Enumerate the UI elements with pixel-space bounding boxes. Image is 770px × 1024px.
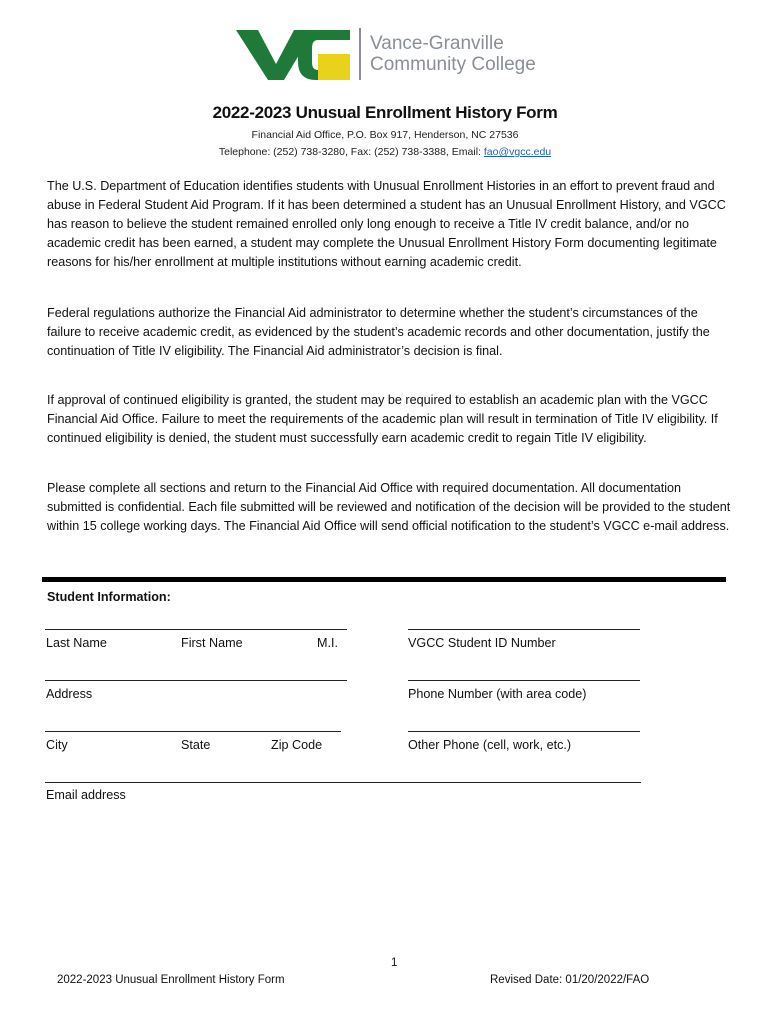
name-field-line[interactable]: [45, 629, 347, 630]
intro-paragraph: The U.S. Department of Education identifies students with Unusual Enrollment Histories in an effort to prevent fraud and abuse in Federal Student Aid Program. If it has been determined a student has an Unusual Enrollment History, and VGCC has reason to believe the student remained enrolled only long enough to receive a Title IV credit balance, and/or no academic credit has been earned, a student may complete the Unusual Enrollment History Form documenting legitimate reasons for his/her enrollment at multiple institutions without earning academic credit.: [47, 179, 726, 269]
student-id-label: VGCC Student ID Number: [408, 636, 556, 650]
city-state-zip-field-line[interactable]: [45, 731, 341, 732]
state-label: State: [181, 738, 211, 752]
page-number: 1: [391, 957, 398, 969]
college-name: [370, 33, 536, 75]
instructions-paragraph: Please complete all sections and return to the Financial Aid Office with required documentation. All documentation submitted is confidential. Each file submitted will be reviewed and notification of the decision will be provided to the student within 15 college working days. The Financial Aid Office will send official notification to the student’s VGCC e-mail address.: [47, 481, 731, 533]
address-field-line[interactable]: [45, 680, 347, 681]
contact-line: [0, 146, 770, 158]
phone-fax: Telephone: (252) 738-3280, Fax: (252) 738-3388, Email:: [218, 146, 484, 158]
address-label: Address: [46, 687, 93, 701]
zip-label: Zip Code: [271, 738, 323, 752]
email-field-line[interactable]: [45, 782, 641, 783]
form-title: 2022-2023 Unusual Enrollment History Form: [212, 103, 558, 122]
section-title: Student Information:: [47, 590, 171, 604]
office-address: Financial Aid Office, P.O. Box 917, Henderson, NC 27536: [251, 129, 519, 141]
revised-date: Revised Date: 01/20/2022/FAO: [490, 974, 650, 986]
mi-label: M.I.: [317, 636, 338, 650]
last-name-label: Last Name: [46, 636, 107, 650]
student-id-field-line[interactable]: [408, 629, 640, 630]
section-divider: [42, 577, 726, 582]
regulations-paragraph: Federal regulations authorize the Financial Aid administrator to determine whether the student’s circumstances of the failure to receive academic credit, as evidenced by the student’s academic records and other documentation, justify the continuation of Title IV eligibility. The Financial Aid administrator’s decision is final.: [47, 306, 710, 358]
city-label: City: [46, 738, 68, 752]
first-name-label: First Name: [181, 636, 243, 650]
other-phone-field-line[interactable]: [408, 731, 640, 732]
other-phone-label: Other Phone (cell, work, etc.): [408, 738, 572, 752]
college-name-line1: Vance-Granville: [370, 33, 504, 54]
college-name-line2: Community College: [370, 54, 536, 75]
email-label: Email address: [46, 788, 126, 802]
phone-label: Phone Number (with area code): [408, 687, 587, 701]
footer-form-name: 2022-2023 Unusual Enrollment History Form: [57, 974, 285, 986]
email-link[interactable]: fao@vgcc.edu: [483, 146, 552, 158]
approval-paragraph: If approval of continued eligibility is granted, the student may be required to establish an academic plan with the VGCC Financial Aid Office. Failure to meet the requirements of the academic plan will result in termination of Title IV eligibility. If continued eligibility is denied, the student must successfully earn academic credit to regain Title IV eligibility.: [47, 393, 718, 445]
phone-field-line[interactable]: [408, 680, 640, 681]
